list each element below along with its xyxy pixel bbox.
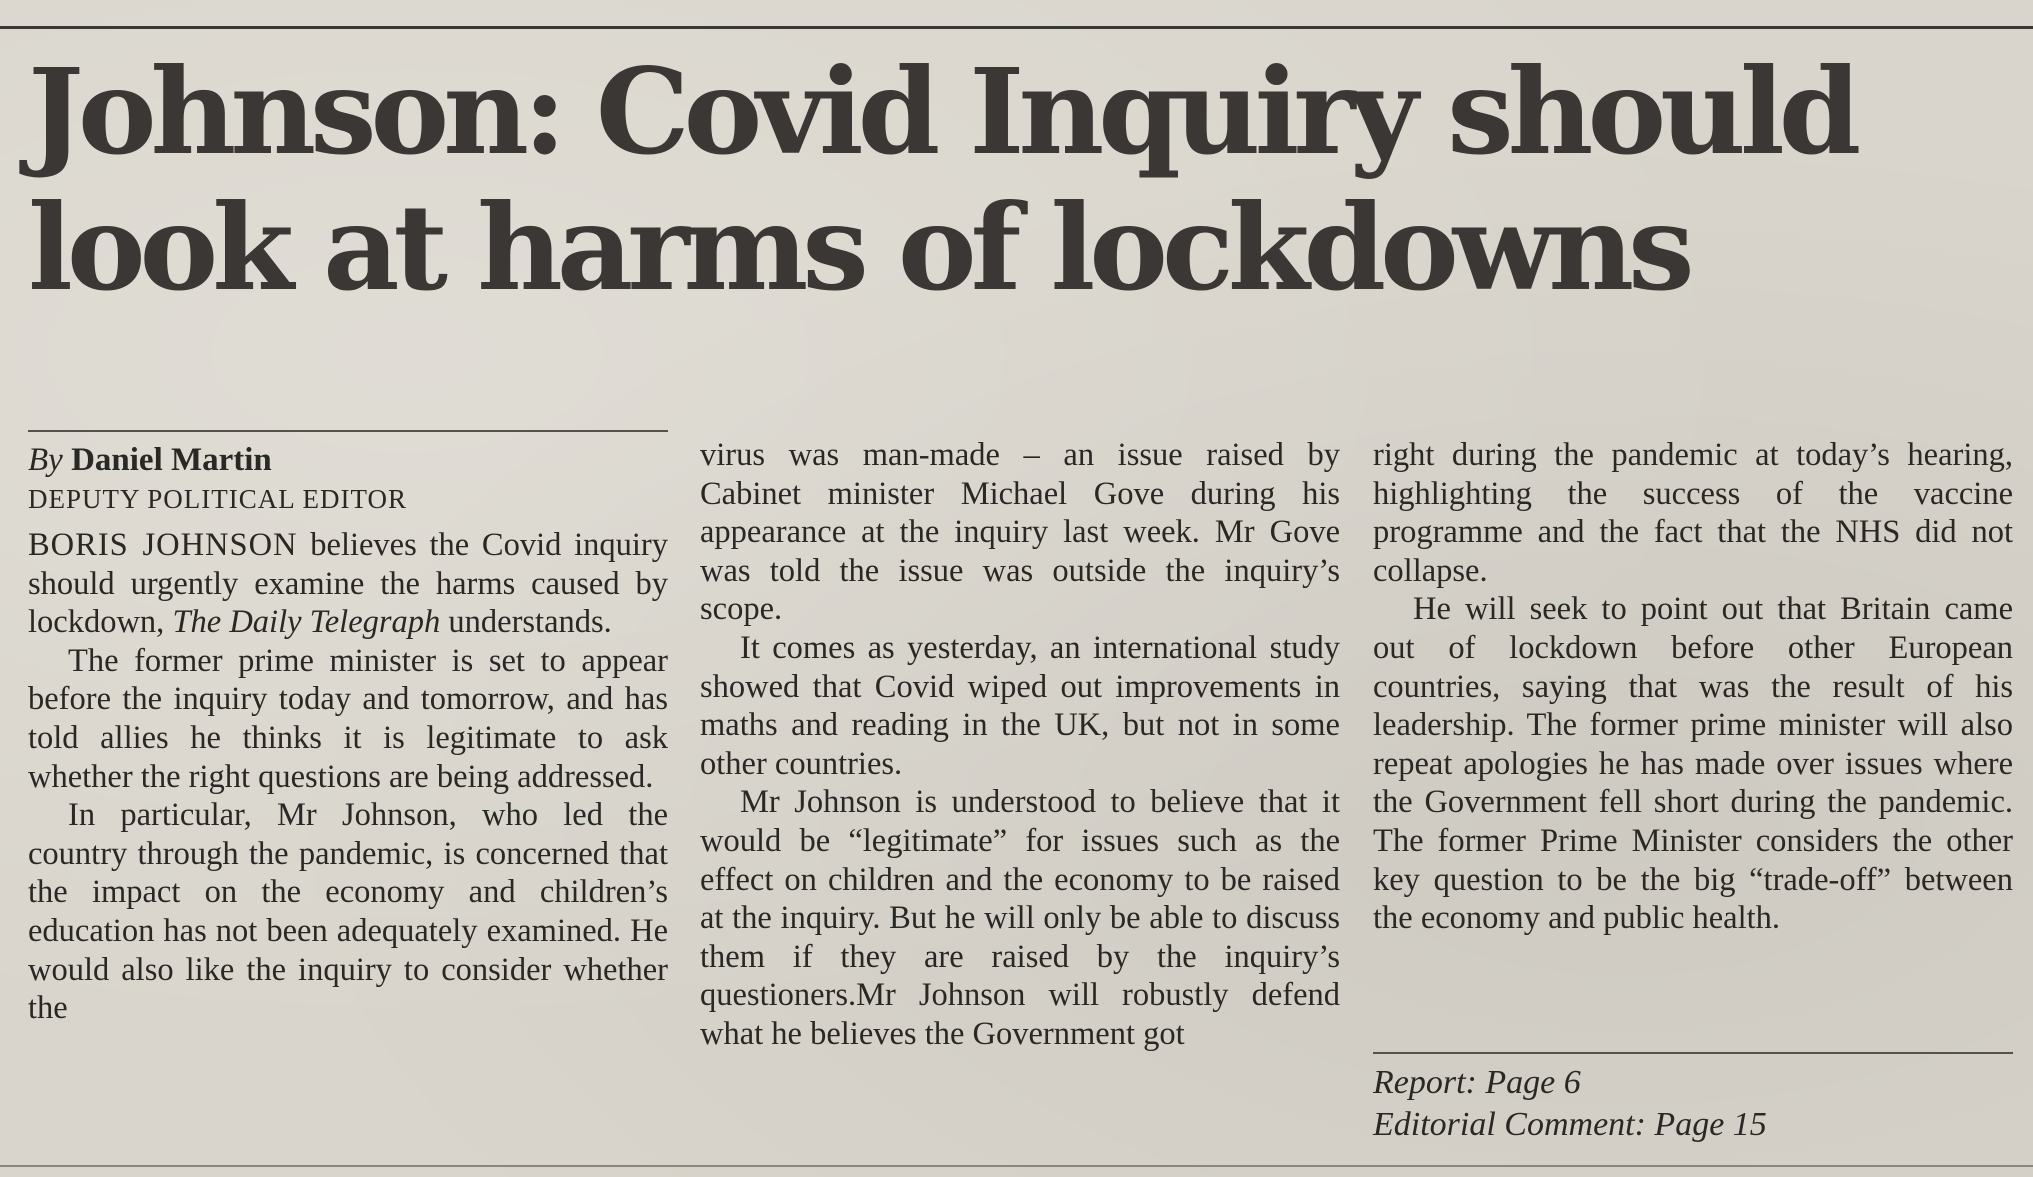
paragraph-3-end: virus was man-made – an issue raised by Cabinet minister Michael Gove during his appearance at the inquiry last week. Mr Gove was told the issue was outside the inquiry’s scope. bbox=[700, 437, 1340, 628]
paragraph-1-text-b: understands. bbox=[440, 604, 612, 641]
paragraph-5-start: Mr Johnson is understood to believe that it would be “legitimate” for issues such as the effect on children and the economy to be raised at the inquiry. But he will only be able to discuss them if they are raised by the inquiry’s questioners.Mr Johnson will robustly defend what he believes the Government got bbox=[700, 784, 1340, 1052]
headline-line-2: look at harms of lockdowns bbox=[28, 178, 1689, 317]
paragraph-6: He will seek to point out that Britain came out of lockdown before other European countries, saying that was the result of his leadership. The former prime minister will also repeat apologies he has made over issues where the Government fell short during the pandemic. The former Prime Minister considers the other key question to be the big “trade-off” between the economy and public health. bbox=[1373, 591, 2013, 937]
paragraph-1-text-a: believes the Covid inquiry should urgently examine the harms caused by lockdown, bbox=[28, 527, 668, 641]
bottom-rule bbox=[0, 1165, 2033, 1167]
page-references bbox=[1373, 1062, 2013, 1146]
column-1-rule bbox=[28, 430, 668, 432]
report-reference: Report: Page 6 bbox=[1373, 1064, 1581, 1101]
paragraph-1 bbox=[28, 526, 668, 642]
references-rule bbox=[1373, 1052, 2013, 1054]
headline-line-1: Johnson: Covid Inquiry should bbox=[28, 42, 1856, 181]
lead-in-name: BORIS JOHNSON bbox=[28, 527, 298, 563]
byline-title: DEPUTY POLITICAL EDITOR bbox=[28, 484, 407, 514]
headline bbox=[28, 44, 2018, 316]
paragraph-2: The former prime minister is set to appear before the inquiry today and tomorrow, and has told allies he thinks it is legitimate to ask whether the right questions are being addressed. bbox=[28, 642, 668, 795]
top-rule bbox=[0, 26, 2033, 29]
byline-author: Daniel Martin bbox=[71, 442, 272, 478]
byline-by: By bbox=[28, 442, 63, 478]
article-column-3 bbox=[1373, 436, 2013, 938]
paragraph-3-start: In particular, Mr Johnson, who led the country through the pandemic, is concerned that the impact on the economy and children’s education has not been adequately examined. He would also like the inquiry to consider whether the bbox=[28, 797, 668, 1027]
paragraph-4: It comes as yesterday, an international study showed that Covid wiped out improvements in maths and reading in the UK, but not in some other countries. bbox=[700, 629, 1340, 782]
byline bbox=[28, 440, 668, 480]
article-column-2 bbox=[700, 436, 1340, 1054]
paragraph-5-end: right during the pandemic at today’s hearing, highlighting the success of the vaccine programme and the fact that the NHS did not collapse. bbox=[1373, 437, 2013, 589]
newspaper-name: The Daily Telegraph bbox=[172, 604, 441, 641]
editorial-reference: Editorial Comment: Page 15 bbox=[1373, 1106, 1767, 1143]
article-column-1 bbox=[28, 440, 668, 1028]
